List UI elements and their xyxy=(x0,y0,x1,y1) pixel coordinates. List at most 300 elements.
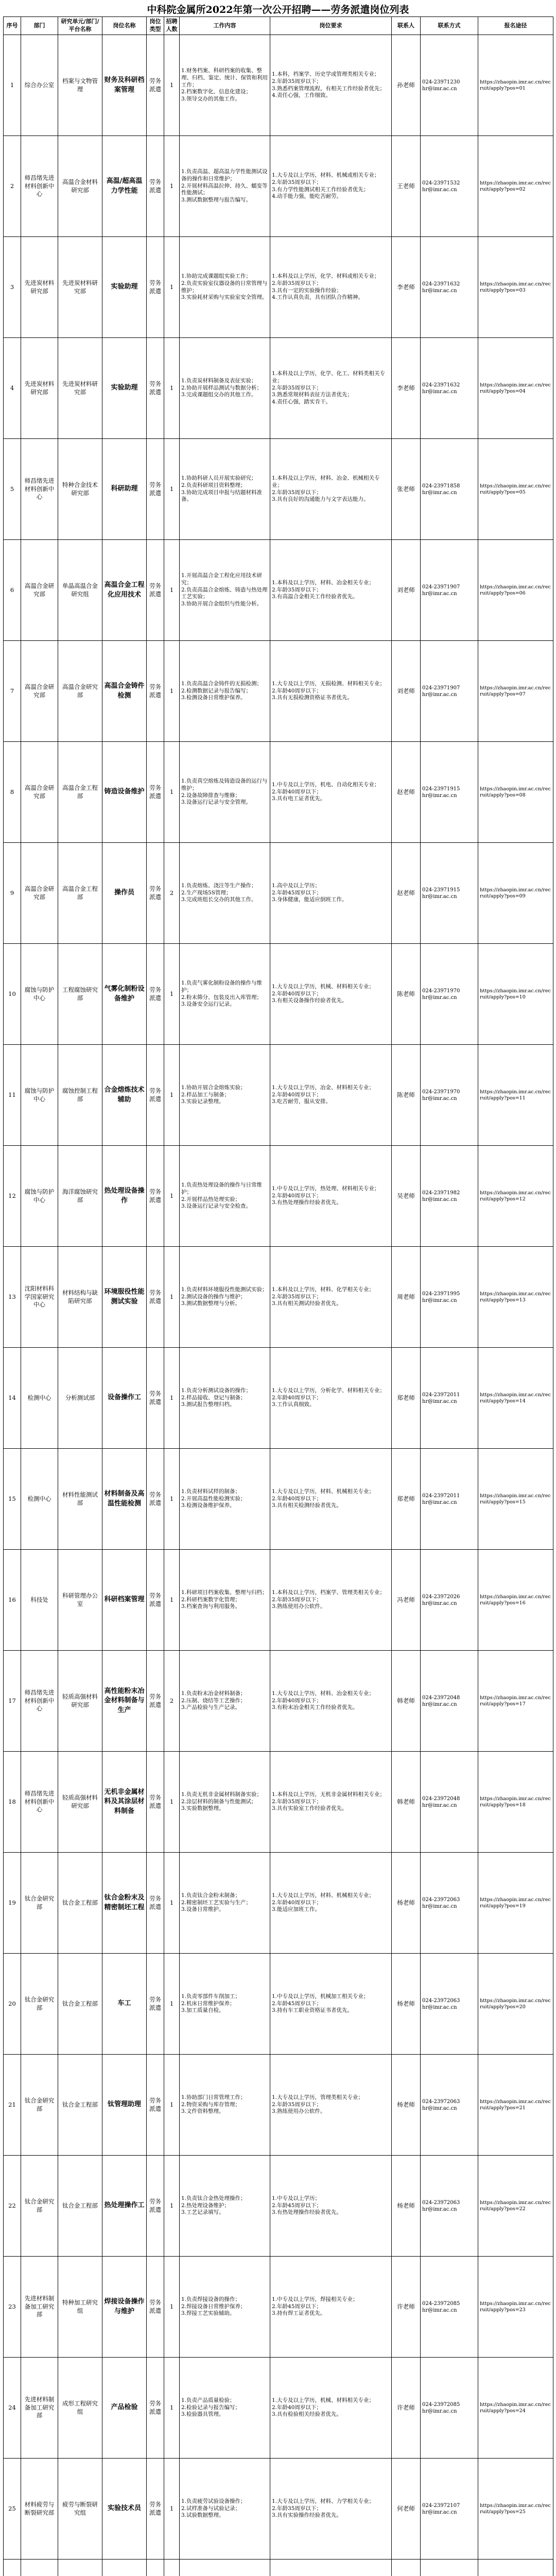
position-type: 劳务 派遣 xyxy=(147,1954,164,2055)
apply-link[interactable]: https://zhaopin.imr.ac.cn/recruit/apply?pos=25 xyxy=(478,2459,553,2560)
position-name: 环境服役性能测试实验 xyxy=(102,1247,147,1348)
column-header: 联系方式 xyxy=(421,17,478,35)
contact-info: 024-23971915 hr@imr.ac.cn xyxy=(421,843,478,944)
research-unit: 档案与文物管理 xyxy=(58,35,102,136)
job-requirements: 1.大专及以上学历，材料、机械相关专业； 2.年龄40周岁以下； 3.具有相关检测经验者优先。 xyxy=(270,1449,392,1550)
job-duties: 1.负责钛合金热处理操作； 2.热处理设备维护； 3.工艺记录填写。 xyxy=(180,2156,270,2257)
research-unit: 科研管理办公室 xyxy=(58,1550,102,1651)
column-header: 招聘 人数 xyxy=(164,17,180,35)
table-row xyxy=(4,35,553,136)
table-row xyxy=(4,1853,553,1954)
row-number: 16 xyxy=(4,1550,21,1651)
job-requirements: 1.本科，档案学、历史学或管理类相关专业； 2.年龄35周岁以下； 3.熟悉档案管理流程，有相关工作经验者优先； 4.责任心强，工作细致。 xyxy=(270,35,392,136)
department: 师昌绪先进材料创新中心 xyxy=(21,1752,58,1853)
job-duties: 1.负责炭材料制备及表征实验； 2.协助开展样品测试与数据分析； 3.完成课题组交办的其他工作。 xyxy=(180,338,270,439)
headcount xyxy=(164,2560,180,2576)
position-type: 劳务 派遣 xyxy=(147,641,164,742)
research-unit: 高温合金材料研究部 xyxy=(58,136,102,237)
department: 高温合金研究部 xyxy=(21,843,58,944)
table-row xyxy=(4,1550,553,1651)
position-name: 焊接设备操作与维护 xyxy=(102,2257,147,2358)
position-name: 材料制备及高温性能检测 xyxy=(102,1449,147,1550)
position-name: 气雾化制粉设备维护 xyxy=(102,944,147,1045)
table-row xyxy=(4,1146,553,1247)
contact-person: 杨老师 xyxy=(392,2055,421,2156)
position-type: 劳务 派遣 xyxy=(147,1045,164,1146)
headcount: 1 xyxy=(164,338,180,439)
headcount: 1 xyxy=(164,1954,180,2055)
headcount: 1 xyxy=(164,35,180,136)
apply-link[interactable]: https://zhaopin.imr.ac.cn/recruit/apply?pos=22 xyxy=(478,2156,553,2257)
position-name: 热处理操作工 xyxy=(102,2156,147,2257)
job-requirements: 1.中专及以上学历； 2.年龄45周岁以下； 3.有热处理操作经验者优先。 xyxy=(270,2156,392,2257)
apply-link[interactable]: https://zhaopin.imr.ac.cn/recruit/apply?pos=05 xyxy=(478,439,553,540)
job-requirements: 1.大专及以上学历，材料、力学相关专业； 2.年龄35周岁以下； 3.具有实验操作经验者优先。 xyxy=(270,2459,392,2560)
column-header: 岗位要求 xyxy=(270,17,392,35)
job-duties: 1.协助开展合金熔炼实验； 2.样品加工与制备； 3.实验记录整理。 xyxy=(180,1045,270,1146)
headcount: 1 xyxy=(164,1247,180,1348)
research-unit: 钛合金工程部 xyxy=(58,2156,102,2257)
job-requirements: 1.中专及以上学历，焊接相关专业； 2.年龄45周岁以下； 3.持有焊工证者优先。 xyxy=(270,2257,392,2358)
contact-info: 024-23972026 hr@imr.ac.cn xyxy=(421,1550,478,1651)
department: 师昌绪先进材料创新中心 xyxy=(21,439,58,540)
table-row xyxy=(4,439,553,540)
contact-info: 024-23971632 hr@imr.ac.cn xyxy=(421,338,478,439)
table-row xyxy=(4,1651,553,1752)
job-duties: 1.负责高温、超高温力学性能测试设备的操作和日常维护； 2.开展材料高温拉伸、持久、蠕变等性能测试； 3.测试数据整理与报告编写。 xyxy=(180,136,270,237)
job-duties: 1.协助科研人员开展实验研究； 2.负责科研项目资料整理； 3.协助完成项目申报与结题材料准备。 xyxy=(180,439,270,540)
contact-person: 杨老师 xyxy=(392,2156,421,2257)
job-duties: 1.负责气雾化制粉设备的操作与维护； 2.粉末筛分、包装及出入库管理； 3.设备安全运行记录。 xyxy=(180,944,270,1045)
job-duties: 1.负责高温合金铸件的无损检测； 2.检测数据记录与报告编写； 3.检测设备日常维护保养。 xyxy=(180,641,270,742)
headcount: 2 xyxy=(164,1651,180,1752)
position-name: 实验技术员 xyxy=(102,2459,147,2560)
job-duties: 1.负责无机非金属材料制备实验； 2.涂层材料的制备与性能测试； 3.实验数据整理。 xyxy=(180,1752,270,1853)
column-header: 岗位 类型 xyxy=(147,17,164,35)
position-type: 劳务 派遣 xyxy=(147,944,164,1045)
contact-person: 韩老师 xyxy=(392,1752,421,1853)
department: 科技处 xyxy=(21,1550,58,1651)
apply-link[interactable]: https://zhaopin.imr.ac.cn/recruit/apply?pos=14 xyxy=(478,1348,553,1449)
table-row xyxy=(4,742,553,843)
contact-person: 李老师 xyxy=(392,237,421,338)
position-name: 实验助理 xyxy=(102,338,147,439)
position-type: 劳务 派遣 xyxy=(147,338,164,439)
apply-link[interactable]: https://zhaopin.imr.ac.cn/recruit/apply?pos=21 xyxy=(478,2055,553,2156)
headcount: 1 xyxy=(164,1045,180,1146)
research-unit: 钛合金工程部 xyxy=(58,1853,102,1954)
position-name: 钛合金粉末及精密制坯工程 xyxy=(102,1853,147,1954)
research-unit: 轻质高强材料研究部 xyxy=(58,1752,102,1853)
job-requirements: 1.中专及以上学历，热处理、材料相关专业； 2.年龄40周岁以下； 3.有热处理操作经验者优先。 xyxy=(270,1146,392,1247)
contact-info: 024-23972063 hr@imr.ac.cn xyxy=(421,2055,478,2156)
contact-info: 024-23971230 hr@imr.ac.cn xyxy=(421,35,478,136)
department: 高温合金研究部 xyxy=(21,742,58,843)
position-name: 车工 xyxy=(102,1954,147,2055)
apply-link[interactable]: https://zhaopin.imr.ac.cn/recruit/apply?pos=13 xyxy=(478,1247,553,1348)
apply-link[interactable]: https://zhaopin.imr.ac.cn/recruit/apply?pos=04 xyxy=(478,338,553,439)
contact-info: 024-23972085 hr@imr.ac.cn xyxy=(421,2257,478,2358)
job-requirements: 1.本科及以上学历，材料、冶金、机械相关专业； 2.年龄35周岁以下； 3.具有良好的沟通能力与文字表达能力。 xyxy=(270,439,392,540)
contact-person: 许老师 xyxy=(392,2358,421,2459)
contact-info: 024-23971970 hr@imr.ac.cn xyxy=(421,1045,478,1146)
position-name: 实验助理 xyxy=(102,237,147,338)
contact-info: 024-23972063 hr@imr.ac.cn xyxy=(421,2156,478,2257)
headcount: 1 xyxy=(164,2156,180,2257)
row-number: 10 xyxy=(4,944,21,1045)
job-requirements: 1.本科及以上学历，化学、化工、材料类相关专业； 2.年龄35周岁以下； 3.熟悉常规材料表征方法者优先； 4.责任心强，踏实肯干。 xyxy=(270,338,392,439)
column-header: 报名途径 xyxy=(478,17,553,35)
row-number: 7 xyxy=(4,641,21,742)
row-number xyxy=(4,2560,21,2576)
position-name: 高温/超高温力学性能 xyxy=(102,136,147,237)
research-unit: 先进炭材料研究部 xyxy=(58,237,102,338)
row-number: 13 xyxy=(4,1247,21,1348)
position-type: 劳务 派遣 xyxy=(147,2459,164,2560)
research-unit: 腐蚀控制工程部 xyxy=(58,1045,102,1146)
row-number: 20 xyxy=(4,1954,21,2055)
position-type: 劳务 派遣 xyxy=(147,136,164,237)
contact-info: 024-23971907 hr@imr.ac.cn xyxy=(421,540,478,641)
contact-person: 许老师 xyxy=(392,2257,421,2358)
department: 腐蚀与防护中心 xyxy=(21,1045,58,1146)
research-unit: 海洋腐蚀研究部 xyxy=(58,1146,102,1247)
position-type: 劳务 派遣 xyxy=(147,1449,164,1550)
department: 师昌绪先进材料创新中心 xyxy=(21,136,58,237)
job-requirements: 1.本科及以上学历，无机非金属材料相关专业； 2.年龄35周岁以下； 3.具有实验室工作经验者优先。 xyxy=(270,1752,392,1853)
contact-person xyxy=(392,2560,421,2576)
table-row xyxy=(4,1348,553,1449)
job-duties: 1.负责熔炼、浇注等生产操作； 2.生产现场5S管理； 3.完成班组长交办的其他工作。 xyxy=(180,843,270,944)
table-row xyxy=(4,2156,553,2257)
contact-info: 024-23972085 hr@imr.ac.cn xyxy=(421,2358,478,2459)
contact-info: 024-23972107 hr@imr.ac.cn xyxy=(421,2459,478,2560)
position-type: 劳务 派遣 xyxy=(147,2358,164,2459)
contact-person: 陈老师 xyxy=(392,1045,421,1146)
contact-person: 吴老师 xyxy=(392,1146,421,1247)
department: 先进炭材料研究部 xyxy=(21,338,58,439)
contact-info: 024-23972011 hr@imr.ac.cn xyxy=(421,1449,478,1550)
contact-person: 赵老师 xyxy=(392,843,421,944)
contact-person: 杨老师 xyxy=(392,1853,421,1954)
job-requirements: 1.大专及以上学历，无损检测、材料相关专业； 2.年龄40周岁以下； 3.具有无损检测资格证书者优先。 xyxy=(270,641,392,742)
column-header: 研究单元/部门/ 平台名称 xyxy=(58,17,102,35)
apply-link[interactable]: https://zhaopin.imr.ac.cn/recruit/apply?pos=06 xyxy=(478,540,553,641)
contact-info: 024-23971982 hr@imr.ac.cn xyxy=(421,1146,478,1247)
contact-info: 024-23972011 hr@imr.ac.cn xyxy=(421,1348,478,1449)
research-unit: 分析测试部 xyxy=(58,1348,102,1449)
page-title: 中科院金属所2022年第一次公开招聘——劳务派遣岗位列表 xyxy=(147,4,409,15)
table-row xyxy=(4,2358,553,2459)
headcount: 1 xyxy=(164,1752,180,1853)
department: 综合办公室 xyxy=(21,35,58,136)
position-type: 劳务 派遣 xyxy=(147,237,164,338)
table-row xyxy=(4,2055,553,2156)
row-number: 15 xyxy=(4,1449,21,1550)
row-number: 17 xyxy=(4,1651,21,1752)
position-type: 劳务 派遣 xyxy=(147,843,164,944)
job-duties: 1.负责焊接设备的操作； 2.焊接设备日常维护保养； 3.焊接工艺实验辅助。 xyxy=(180,2257,270,2358)
research-unit: 材料性能测试部 xyxy=(58,1449,102,1550)
contact-person: 冯老师 xyxy=(392,1550,421,1651)
job-table xyxy=(3,16,553,2576)
department: 先进材料制备加工研究部 xyxy=(21,2358,58,2459)
apply-link[interactable]: https://zhaopin.imr.ac.cn/recruit/apply?pos=09 xyxy=(478,843,553,944)
position-type: 劳务 派遣 xyxy=(147,2257,164,2358)
research-unit: 疲劳与断裂研究组 xyxy=(58,2459,102,2560)
apply-link[interactable]: https://zhaopin.imr.ac.cn/recruit/apply?pos=23 xyxy=(478,2257,553,2358)
job-requirements: 1.大专及以上学历，材料、机械相关专业； 2.年龄40周岁以下； 3.能适应加班工作。 xyxy=(270,1853,392,1954)
job-duties: 1.负责零部件车削加工； 2.机床日常维护保养； 3.加工质量自检。 xyxy=(180,1954,270,2055)
contact-info: 024-23972063 hr@imr.ac.cn xyxy=(421,1853,478,1954)
table-row xyxy=(4,1045,553,1146)
table-row xyxy=(4,641,553,742)
research-unit: 工程腐蚀研究部 xyxy=(58,944,102,1045)
apply-link[interactable]: https://zhaopin.imr.ac.cn/recruit/apply?pos=08 xyxy=(478,742,553,843)
headcount: 1 xyxy=(164,1853,180,1954)
contact-person: 杨老师 xyxy=(392,1954,421,2055)
row-number: 12 xyxy=(4,1146,21,1247)
table-row xyxy=(4,1449,553,1550)
position-type: 劳务 派遣 xyxy=(147,35,164,136)
column-header: 部门 xyxy=(21,17,58,35)
contact-person: 王老师 xyxy=(392,136,421,237)
position-name: 操作员 xyxy=(102,843,147,944)
row-number: 8 xyxy=(4,742,21,843)
apply-link[interactable]: https://zhaopin.imr.ac.cn/recruit/apply?pos=16 xyxy=(478,1550,553,1651)
contact-info: 024-23972063 hr@imr.ac.cn xyxy=(421,1954,478,2055)
contact-person: 刘老师 xyxy=(392,540,421,641)
table-row xyxy=(4,843,553,944)
contact-person: 张老师 xyxy=(392,439,421,540)
research-unit: 高温合金工程部 xyxy=(58,843,102,944)
row-number: 6 xyxy=(4,540,21,641)
position-name: 科研助理 xyxy=(102,439,147,540)
apply-link[interactable]: https://zhaopin.imr.ac.cn/recruit/apply?pos=10 xyxy=(478,944,553,1045)
research-unit: 钛合金工程部 xyxy=(58,1954,102,2055)
headcount: 1 xyxy=(164,1348,180,1449)
contact-info: 024-23971915 hr@imr.ac.cn xyxy=(421,742,478,843)
position-type: 劳务 派遣 xyxy=(147,1651,164,1752)
row-number: 23 xyxy=(4,2257,21,2358)
job-duties: 1.负责粉末冶金材料制备； 2.压制、烧结等工艺操作； 3.产品检验与生产记录。 xyxy=(180,1651,270,1752)
job-duties: 1.负责真空熔炼及铸造设备的运行与维护； 2.设备故障排查与维修； 3.设备运行记录与安全管理。 xyxy=(180,742,270,843)
headcount: 1 xyxy=(164,1550,180,1651)
position-type xyxy=(147,2560,164,2576)
job-requirements: 1.大专及以上学历，分析化学、材料相关专业； 2.年龄40周岁以下； 3.工作认真细致。 xyxy=(270,1348,392,1449)
department: 材料疲劳与断裂研究部 xyxy=(21,2459,58,2560)
apply-link[interactable]: https://zhaopin.imr.ac.cn/recruit/apply?pos=24 xyxy=(478,2358,553,2459)
table-row xyxy=(4,944,553,1045)
job-requirements: 1.本科及以上学历，材料、冶金相关专业； 2.年龄35周岁以下； 3.有高温合金相关工作经验者优先。 xyxy=(270,540,392,641)
position-name: 设备操作工 xyxy=(102,1348,147,1449)
apply-link[interactable]: https://zhaopin.imr.ac.cn/recruit/apply?pos=18 xyxy=(478,1752,553,1853)
apply-link[interactable] xyxy=(478,2560,553,2576)
table-body xyxy=(4,35,553,2576)
job-duties: 1.负责分析测试设备的操作； 2.样品接收、登记与制备； 3.测试报告整理归档。 xyxy=(180,1348,270,1449)
headcount: 1 xyxy=(164,237,180,338)
apply-link[interactable]: https://zhaopin.imr.ac.cn/recruit/apply?pos=02 xyxy=(478,136,553,237)
row-number: 22 xyxy=(4,2156,21,2257)
apply-link[interactable]: https://zhaopin.imr.ac.cn/recruit/apply?pos=12 xyxy=(478,1146,553,1247)
job-requirements: 1.大专及以上学历，机械、材料相关专业； 2.年龄40周岁以下； 3.有相关设备操作经验者优先。 xyxy=(270,944,392,1045)
job-requirements: 1.大专及以上学历，材料、冶金相关专业； 2.年龄40周岁以下； 3.有粉末冶金相关工作经验者优先。 xyxy=(270,1651,392,1752)
headcount: 1 xyxy=(164,136,180,237)
position-name: 财务及科研档案管理 xyxy=(102,35,147,136)
table-row xyxy=(4,2257,553,2358)
column-header: 工作内容 xyxy=(180,17,270,35)
position-type: 劳务 派遣 xyxy=(147,1348,164,1449)
job-duties: 1.财务档案、科研档案的收集、整理、归档、鉴定、统计、保管和利用工作； 2.档案数字化、信息化建设； 3.领导交办的其他工作。 xyxy=(180,35,270,136)
contact-person: 韩老师 xyxy=(392,1651,421,1752)
row-number: 21 xyxy=(4,2055,21,2156)
headcount: 1 xyxy=(164,540,180,641)
headcount: 2 xyxy=(164,843,180,944)
department: 高温合金研究部 xyxy=(21,540,58,641)
job-duties: 1.协助完成课题组实验工作； 2.负责实验室仪器设备的日常管理与维护； 3.实验耗材采购与实验室安全管理。 xyxy=(180,237,270,338)
position-type: 劳务 派遣 xyxy=(147,439,164,540)
job-requirements: 1.大专及以上学历，冶金、材料相关专业； 2.年龄40周岁以下； 3.吃苦耐劳，服从安排。 xyxy=(270,1045,392,1146)
job-requirements: 1.本科及以上学历，档案学、管理类相关专业； 2.年龄35周岁以下； 3.熟练使用办公软件。 xyxy=(270,1550,392,1651)
apply-link[interactable]: https://zhaopin.imr.ac.cn/recruit/apply?pos=07 xyxy=(478,641,553,742)
contact-info: 024-23971995 hr@imr.ac.cn xyxy=(421,1247,478,1348)
position-name: 铸造设备维护 xyxy=(102,742,147,843)
research-unit: 特种合金技术研究部 xyxy=(58,439,102,540)
position-type: 劳务 派遣 xyxy=(147,742,164,843)
position-name: 科研档案管理 xyxy=(102,1550,147,1651)
contact-info: 024-23971907 hr@imr.ac.cn xyxy=(421,641,478,742)
contact-info xyxy=(421,2560,478,2576)
row-number: 14 xyxy=(4,1348,21,1449)
row-number: 3 xyxy=(4,237,21,338)
job-duties: 1.负责材料试样的制备； 2.开展高温性能检测实验； 3.检测设备维护保养。 xyxy=(180,1449,270,1550)
apply-link[interactable]: https://zhaopin.imr.ac.cn/recruit/apply?pos=01 xyxy=(478,35,553,136)
position-type: 劳务 派遣 xyxy=(147,1853,164,1954)
contact-person: 李老师 xyxy=(392,338,421,439)
research-unit xyxy=(58,2560,102,2576)
headcount: 1 xyxy=(164,1146,180,1247)
position-name: 合金熔炼技术辅助 xyxy=(102,1045,147,1146)
apply-link[interactable]: https://zhaopin.imr.ac.cn/recruit/apply?pos=19 xyxy=(478,1853,553,1954)
research-unit: 材料结构与缺陷研究部 xyxy=(58,1247,102,1348)
row-number: 2 xyxy=(4,136,21,237)
research-unit: 成形工程研究组 xyxy=(58,2358,102,2459)
contact-person: 周老师 xyxy=(392,1247,421,1348)
job-duties xyxy=(180,2560,270,2576)
row-number: 24 xyxy=(4,2358,21,2459)
apply-link[interactable]: https://zhaopin.imr.ac.cn/recruit/apply?pos=11 xyxy=(478,1045,553,1146)
position-name: 高性能粉末冶金材料制备与生产 xyxy=(102,1651,147,1752)
research-unit: 单晶高温合金研究组 xyxy=(58,540,102,641)
contact-person: 郑老师 xyxy=(392,1348,421,1449)
department: 钛合金研究部 xyxy=(21,1954,58,2055)
table-row xyxy=(4,540,553,641)
headcount: 1 xyxy=(164,641,180,742)
row-number: 11 xyxy=(4,1045,21,1146)
department: 检测中心 xyxy=(21,1348,58,1449)
research-unit: 轻质高强材料研究部 xyxy=(58,1651,102,1752)
job-duties: 1.协助部门日常管理工作； 2.物资采购与库存管理； 3.文件资料整理。 xyxy=(180,2055,270,2156)
headcount: 1 xyxy=(164,2257,180,2358)
apply-link[interactable]: https://zhaopin.imr.ac.cn/recruit/apply?pos=03 xyxy=(478,237,553,338)
table-row xyxy=(4,136,553,237)
table-header xyxy=(4,17,553,35)
contact-info: 024-23972048 hr@imr.ac.cn xyxy=(421,1752,478,1853)
position-type: 劳务 派遣 xyxy=(147,1247,164,1348)
contact-person: 赵老师 xyxy=(392,742,421,843)
job-duties: 1.负责疲劳试验设备操作； 2.试样准备与试验记录； 3.试验数据整理。 xyxy=(180,2459,270,2560)
row-number: 4 xyxy=(4,338,21,439)
apply-link[interactable]: https://zhaopin.imr.ac.cn/recruit/apply?pos=17 xyxy=(478,1651,553,1752)
table-row xyxy=(4,2459,553,2560)
row-number: 1 xyxy=(4,35,21,136)
apply-link[interactable]: https://zhaopin.imr.ac.cn/recruit/apply?pos=15 xyxy=(478,1449,553,1550)
job-duties: 1.负责材料环境服役性能测试实验； 2.测试设备的操作与维护； 3.测试数据整理与分析。 xyxy=(180,1247,270,1348)
row-number: 18 xyxy=(4,1752,21,1853)
department: 高温合金研究部 xyxy=(21,641,58,742)
contact-info: 024-23971970 hr@imr.ac.cn xyxy=(421,944,478,1045)
job-requirements xyxy=(270,2560,392,2576)
table-row xyxy=(4,338,553,439)
position-type: 劳务 派遣 xyxy=(147,2156,164,2257)
job-duties: 1.负责钛合金粉末制备； 2.精密制坯工艺实验与生产； 3.设备日常维护。 xyxy=(180,1853,270,1954)
headcount: 1 xyxy=(164,2459,180,2560)
contact-person: 郑老师 xyxy=(392,1449,421,1550)
job-requirements: 1.本科及以上学历，化学、材料或相关专业； 2.年龄35周岁以下； 3.具有一定的实验操作经验； 4.工作认真负责，具有团队合作精神。 xyxy=(270,237,392,338)
table-row xyxy=(4,237,553,338)
contact-person: 何老师 xyxy=(392,2459,421,2560)
row-number: 25 xyxy=(4,2459,21,2560)
position-type: 劳务 派遣 xyxy=(147,1550,164,1651)
position-type: 劳务 派遣 xyxy=(147,1146,164,1247)
headcount: 1 xyxy=(164,2358,180,2459)
job-requirements: 1.大专及以上学历，材料、机械或相关专业； 2.年龄35周岁以下； 3.有力学性能测试相关工作经验者优先； 4.动手能力强，能吃苦耐劳。 xyxy=(270,136,392,237)
job-duties: 1.负责产品质量检验； 2.检验记录与报告编写； 3.检验器具管理。 xyxy=(180,2358,270,2459)
headcount: 1 xyxy=(164,2055,180,2156)
table-row xyxy=(4,1247,553,1348)
job-requirements: 1.本科及以上学历，材料、化学相关专业； 2.年龄35周岁以下； 3.具有相关测试经验者优先。 xyxy=(270,1247,392,1348)
research-unit: 先进炭材料研究部 xyxy=(58,338,102,439)
column-header: 序号 xyxy=(4,17,21,35)
department: 钛合金研究部 xyxy=(21,2055,58,2156)
department: 检测中心 xyxy=(21,1449,58,1550)
column-header: 联系人 xyxy=(392,17,421,35)
research-unit: 钛合金工程部 xyxy=(58,2055,102,2156)
row-number: 19 xyxy=(4,1853,21,1954)
department: 钛合金研究部 xyxy=(21,1853,58,1954)
department: 师昌绪先进材料创新中心 xyxy=(21,1651,58,1752)
position-type: 劳务 派遣 xyxy=(147,540,164,641)
research-unit: 高温合金研究部 xyxy=(58,641,102,742)
table-row xyxy=(4,1752,553,1853)
job-requirements: 1.高中及以上学历； 2.年龄45周岁以下； 3.身体健康，能适应倒班工作。 xyxy=(270,843,392,944)
department: 钛合金研究部 xyxy=(21,2156,58,2257)
position-name xyxy=(102,2560,147,2576)
headcount: 1 xyxy=(164,1449,180,1550)
research-unit: 高温合金工程部 xyxy=(58,742,102,843)
contact-info: 024-23972048 hr@imr.ac.cn xyxy=(421,1651,478,1752)
headcount: 1 xyxy=(164,944,180,1045)
position-type: 劳务 派遣 xyxy=(147,2055,164,2156)
job-duties: 1.科研项目档案收集、整理与归档； 2.科研档案数字化管理； 3.档案查询与利用服务。 xyxy=(180,1550,270,1651)
apply-link[interactable]: https://zhaopin.imr.ac.cn/recruit/apply?pos=20 xyxy=(478,1954,553,2055)
position-name: 高温合金铸件检测 xyxy=(102,641,147,742)
department: 先进炭材料研究部 xyxy=(21,237,58,338)
department: 腐蚀与防护中心 xyxy=(21,1146,58,1247)
contact-info: 024-23971858 hr@imr.ac.cn xyxy=(421,439,478,540)
job-requirements: 1.中专及以上学历，机电、自动化相关专业； 2.年龄40周岁以下； 3.具有电工证者优先。 xyxy=(270,742,392,843)
job-duties: 1.负责热处理设备的操作与日常维护； 2.开展样品热处理实验； 3.设备运行记录与安全检查。 xyxy=(180,1146,270,1247)
